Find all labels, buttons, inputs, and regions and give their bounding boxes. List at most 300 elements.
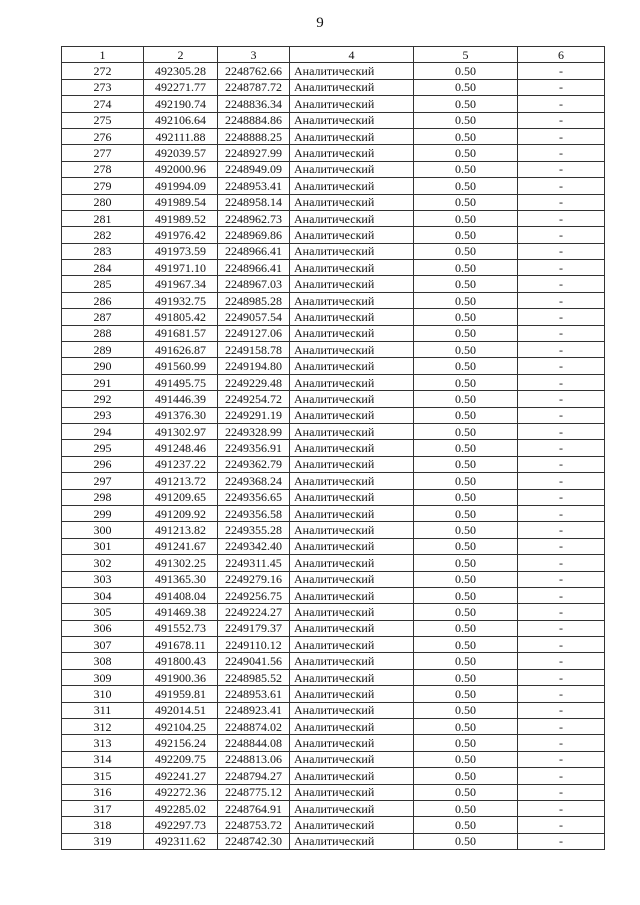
y-coordinate-cell: 2249224.27 (218, 604, 290, 620)
y-coordinate-cell: 2248967.03 (218, 276, 290, 292)
y-coordinate-cell: 2249041.56 (218, 653, 290, 669)
y-coordinate-cell: 2249057.54 (218, 309, 290, 325)
y-coordinate-cell: 2248958.14 (218, 194, 290, 210)
point-number-cell: 275 (62, 112, 144, 128)
x-coordinate-cell: 491989.52 (144, 210, 218, 226)
method-cell: Аналитический (290, 178, 414, 194)
method-cell: Аналитический (290, 669, 414, 685)
table-row (62, 243, 605, 259)
method-cell: Аналитический (290, 358, 414, 374)
table-row (62, 79, 605, 95)
method-cell: Аналитический (290, 800, 414, 816)
point-number-cell: 306 (62, 620, 144, 636)
accuracy-cell: 0.50 (414, 391, 518, 407)
accuracy-cell: 0.50 (414, 407, 518, 423)
note-cell: - (518, 243, 605, 259)
x-coordinate-cell: 491989.54 (144, 194, 218, 210)
point-number-cell: 289 (62, 342, 144, 358)
y-coordinate-cell: 2248884.86 (218, 112, 290, 128)
point-number-cell: 278 (62, 161, 144, 177)
header-cell-col4: 4 (290, 47, 414, 63)
accuracy-cell: 0.50 (414, 604, 518, 620)
point-number-cell: 283 (62, 243, 144, 259)
y-coordinate-cell: 2248813.06 (218, 751, 290, 767)
point-number-cell: 279 (62, 178, 144, 194)
x-coordinate-cell: 491209.92 (144, 505, 218, 521)
x-coordinate-cell: 492000.96 (144, 161, 218, 177)
y-coordinate-cell: 2249356.58 (218, 505, 290, 521)
accuracy-cell: 0.50 (414, 456, 518, 472)
note-cell: - (518, 833, 605, 849)
accuracy-cell: 0.50 (414, 817, 518, 833)
x-coordinate-cell: 492311.62 (144, 833, 218, 849)
accuracy-cell: 0.50 (414, 669, 518, 685)
table-row (62, 522, 605, 538)
point-number-cell: 309 (62, 669, 144, 685)
method-cell: Аналитический (290, 768, 414, 784)
accuracy-cell: 0.50 (414, 702, 518, 718)
note-cell: - (518, 358, 605, 374)
table-row (62, 555, 605, 571)
y-coordinate-cell: 2248753.72 (218, 817, 290, 833)
x-coordinate-cell: 491241.67 (144, 538, 218, 554)
x-coordinate-cell: 492104.25 (144, 719, 218, 735)
accuracy-cell: 0.50 (414, 637, 518, 653)
method-cell: Аналитический (290, 604, 414, 620)
note-cell: - (518, 637, 605, 653)
table-row (62, 637, 605, 653)
table-row (62, 702, 605, 718)
accuracy-cell: 0.50 (414, 587, 518, 603)
x-coordinate-cell: 491678.11 (144, 637, 218, 653)
point-number-cell: 310 (62, 686, 144, 702)
y-coordinate-cell: 2248888.25 (218, 128, 290, 144)
header-cell-col5: 5 (414, 47, 518, 63)
accuracy-cell: 0.50 (414, 768, 518, 784)
note-cell: - (518, 456, 605, 472)
accuracy-cell: 0.50 (414, 374, 518, 390)
point-number-cell: 273 (62, 79, 144, 95)
table-row (62, 571, 605, 587)
method-cell: Аналитический (290, 637, 414, 653)
y-coordinate-cell: 2248762.66 (218, 63, 290, 79)
accuracy-cell: 0.50 (414, 653, 518, 669)
table-row (62, 309, 605, 325)
note-cell: - (518, 423, 605, 439)
method-cell: Аналитический (290, 423, 414, 439)
method-cell: Аналитический (290, 161, 414, 177)
point-number-cell: 302 (62, 555, 144, 571)
header-cell-col2: 2 (144, 47, 218, 63)
x-coordinate-cell: 492297.73 (144, 817, 218, 833)
method-cell: Аналитический (290, 128, 414, 144)
method-cell: Аналитический (290, 227, 414, 243)
accuracy-cell: 0.50 (414, 735, 518, 751)
header-cell-col1: 1 (62, 47, 144, 63)
y-coordinate-cell: 2249158.78 (218, 342, 290, 358)
method-cell: Аналитический (290, 309, 414, 325)
x-coordinate-cell: 492285.02 (144, 800, 218, 816)
method-cell: Аналитический (290, 374, 414, 390)
accuracy-cell: 0.50 (414, 194, 518, 210)
accuracy-cell: 0.50 (414, 800, 518, 816)
x-coordinate-cell: 491209.65 (144, 489, 218, 505)
note-cell: - (518, 735, 605, 751)
y-coordinate-cell: 2249179.37 (218, 620, 290, 636)
note-cell: - (518, 161, 605, 177)
note-cell: - (518, 768, 605, 784)
y-coordinate-cell: 2249229.48 (218, 374, 290, 390)
note-cell: - (518, 686, 605, 702)
note-cell: - (518, 292, 605, 308)
accuracy-cell: 0.50 (414, 161, 518, 177)
note-cell: - (518, 391, 605, 407)
y-coordinate-cell: 2249194.80 (218, 358, 290, 374)
y-coordinate-cell: 2249110.12 (218, 637, 290, 653)
accuracy-cell: 0.50 (414, 571, 518, 587)
note-cell: - (518, 440, 605, 456)
x-coordinate-cell: 491213.82 (144, 522, 218, 538)
x-coordinate-cell: 491626.87 (144, 342, 218, 358)
x-coordinate-cell: 491376.30 (144, 407, 218, 423)
x-coordinate-cell: 491900.36 (144, 669, 218, 685)
accuracy-cell: 0.50 (414, 243, 518, 259)
point-number-cell: 307 (62, 637, 144, 653)
note-cell: - (518, 784, 605, 800)
note-cell: - (518, 571, 605, 587)
table-row (62, 440, 605, 456)
method-cell: Аналитический (290, 817, 414, 833)
x-coordinate-cell: 492305.28 (144, 63, 218, 79)
header-cell-col6: 6 (518, 47, 605, 63)
method-cell: Аналитический (290, 407, 414, 423)
table-row (62, 96, 605, 112)
method-cell: Аналитический (290, 112, 414, 128)
accuracy-cell: 0.50 (414, 128, 518, 144)
accuracy-cell: 0.50 (414, 833, 518, 849)
table-row (62, 112, 605, 128)
y-coordinate-cell: 2248953.61 (218, 686, 290, 702)
table-row (62, 473, 605, 489)
x-coordinate-cell: 491213.72 (144, 473, 218, 489)
method-cell: Аналитический (290, 620, 414, 636)
note-cell: - (518, 719, 605, 735)
y-coordinate-cell: 2249342.40 (218, 538, 290, 554)
point-number-cell: 314 (62, 751, 144, 767)
method-cell: Аналитический (290, 686, 414, 702)
y-coordinate-cell: 2248794.27 (218, 768, 290, 784)
coordinates-table (61, 46, 605, 850)
point-number-cell: 308 (62, 653, 144, 669)
accuracy-cell: 0.50 (414, 112, 518, 128)
table-row (62, 768, 605, 784)
y-coordinate-cell: 2249355.28 (218, 522, 290, 538)
table-row (62, 342, 605, 358)
accuracy-cell: 0.50 (414, 292, 518, 308)
method-cell: Аналитический (290, 833, 414, 849)
method-cell: Аналитический (290, 276, 414, 292)
point-number-cell: 290 (62, 358, 144, 374)
point-number-cell: 295 (62, 440, 144, 456)
method-cell: Аналитический (290, 751, 414, 767)
point-number-cell: 286 (62, 292, 144, 308)
note-cell: - (518, 669, 605, 685)
table-row (62, 145, 605, 161)
x-coordinate-cell: 492271.77 (144, 79, 218, 95)
accuracy-cell: 0.50 (414, 522, 518, 538)
method-cell: Аналитический (290, 342, 414, 358)
y-coordinate-cell: 2249356.91 (218, 440, 290, 456)
point-number-cell: 299 (62, 505, 144, 521)
accuracy-cell: 0.50 (414, 719, 518, 735)
table-body (62, 63, 605, 850)
note-cell: - (518, 309, 605, 325)
x-coordinate-cell: 492272.36 (144, 784, 218, 800)
accuracy-cell: 0.50 (414, 276, 518, 292)
method-cell: Аналитический (290, 440, 414, 456)
x-coordinate-cell: 492106.64 (144, 112, 218, 128)
point-number-cell: 282 (62, 227, 144, 243)
note-cell: - (518, 194, 605, 210)
y-coordinate-cell: 2248962.73 (218, 210, 290, 226)
x-coordinate-cell: 492241.27 (144, 768, 218, 784)
table-row (62, 292, 605, 308)
x-coordinate-cell: 491495.75 (144, 374, 218, 390)
point-number-cell: 294 (62, 423, 144, 439)
table-row (62, 620, 605, 636)
note-cell: - (518, 128, 605, 144)
accuracy-cell: 0.50 (414, 620, 518, 636)
method-cell: Аналитический (290, 391, 414, 407)
x-coordinate-cell: 491446.39 (144, 391, 218, 407)
y-coordinate-cell: 2248927.99 (218, 145, 290, 161)
note-cell: - (518, 555, 605, 571)
method-cell: Аналитический (290, 653, 414, 669)
y-coordinate-cell: 2249368.24 (218, 473, 290, 489)
method-cell: Аналитический (290, 587, 414, 603)
table-header-row (62, 47, 605, 63)
x-coordinate-cell: 491800.43 (144, 653, 218, 669)
table-row (62, 276, 605, 292)
accuracy-cell: 0.50 (414, 505, 518, 521)
x-coordinate-cell: 491552.73 (144, 620, 218, 636)
method-cell: Аналитический (290, 292, 414, 308)
point-number-cell: 276 (62, 128, 144, 144)
y-coordinate-cell: 2248874.02 (218, 719, 290, 735)
y-coordinate-cell: 2248969.86 (218, 227, 290, 243)
table-row (62, 178, 605, 194)
point-number-cell: 297 (62, 473, 144, 489)
point-number-cell: 319 (62, 833, 144, 849)
point-number-cell: 280 (62, 194, 144, 210)
note-cell: - (518, 653, 605, 669)
header-cell-col3: 3 (218, 47, 290, 63)
note-cell: - (518, 325, 605, 341)
table-row (62, 653, 605, 669)
accuracy-cell: 0.50 (414, 686, 518, 702)
accuracy-cell: 0.50 (414, 555, 518, 571)
x-coordinate-cell: 492111.88 (144, 128, 218, 144)
x-coordinate-cell: 491971.10 (144, 260, 218, 276)
table-row (62, 63, 605, 79)
y-coordinate-cell: 2249127.06 (218, 325, 290, 341)
note-cell: - (518, 522, 605, 538)
point-number-cell: 281 (62, 210, 144, 226)
accuracy-cell: 0.50 (414, 751, 518, 767)
point-number-cell: 288 (62, 325, 144, 341)
note-cell: - (518, 145, 605, 161)
method-cell: Аналитический (290, 210, 414, 226)
point-number-cell: 293 (62, 407, 144, 423)
point-number-cell: 284 (62, 260, 144, 276)
accuracy-cell: 0.50 (414, 440, 518, 456)
method-cell: Аналитический (290, 473, 414, 489)
method-cell: Аналитический (290, 145, 414, 161)
x-coordinate-cell: 491681.57 (144, 325, 218, 341)
note-cell: - (518, 227, 605, 243)
table-row (62, 374, 605, 390)
method-cell: Аналитический (290, 63, 414, 79)
y-coordinate-cell: 2248949.09 (218, 161, 290, 177)
x-coordinate-cell: 491805.42 (144, 309, 218, 325)
method-cell: Аналитический (290, 243, 414, 259)
accuracy-cell: 0.50 (414, 342, 518, 358)
table-row (62, 784, 605, 800)
table-row (62, 587, 605, 603)
accuracy-cell: 0.50 (414, 538, 518, 554)
point-number-cell: 292 (62, 391, 144, 407)
x-coordinate-cell: 491302.97 (144, 423, 218, 439)
table-row (62, 800, 605, 816)
y-coordinate-cell: 2249256.75 (218, 587, 290, 603)
note-cell: - (518, 342, 605, 358)
table-row (62, 358, 605, 374)
note-cell: - (518, 260, 605, 276)
point-number-cell: 277 (62, 145, 144, 161)
point-number-cell: 317 (62, 800, 144, 816)
accuracy-cell: 0.50 (414, 96, 518, 112)
x-coordinate-cell: 491973.59 (144, 243, 218, 259)
point-number-cell: 313 (62, 735, 144, 751)
method-cell: Аналитический (290, 522, 414, 538)
accuracy-cell: 0.50 (414, 309, 518, 325)
y-coordinate-cell: 2249279.16 (218, 571, 290, 587)
table-row (62, 538, 605, 554)
note-cell: - (518, 276, 605, 292)
y-coordinate-cell: 2248742.30 (218, 833, 290, 849)
table-row (62, 735, 605, 751)
y-coordinate-cell: 2249362.79 (218, 456, 290, 472)
accuracy-cell: 0.50 (414, 325, 518, 341)
table-row (62, 505, 605, 521)
y-coordinate-cell: 2248985.52 (218, 669, 290, 685)
table-row (62, 161, 605, 177)
note-cell: - (518, 489, 605, 505)
accuracy-cell: 0.50 (414, 145, 518, 161)
method-cell: Аналитический (290, 260, 414, 276)
accuracy-cell: 0.50 (414, 489, 518, 505)
table-row (62, 407, 605, 423)
x-coordinate-cell: 492039.57 (144, 145, 218, 161)
method-cell: Аналитический (290, 194, 414, 210)
accuracy-cell: 0.50 (414, 227, 518, 243)
y-coordinate-cell: 2248966.41 (218, 243, 290, 259)
point-number-cell: 303 (62, 571, 144, 587)
method-cell: Аналитический (290, 735, 414, 751)
point-number-cell: 312 (62, 719, 144, 735)
accuracy-cell: 0.50 (414, 210, 518, 226)
note-cell: - (518, 751, 605, 767)
y-coordinate-cell: 2248787.72 (218, 79, 290, 95)
note-cell: - (518, 473, 605, 489)
table-row (62, 456, 605, 472)
x-coordinate-cell: 491469.38 (144, 604, 218, 620)
page-number: 9 (316, 15, 324, 31)
point-number-cell: 315 (62, 768, 144, 784)
table-row (62, 227, 605, 243)
table-row (62, 833, 605, 849)
table-row (62, 128, 605, 144)
point-number-cell: 301 (62, 538, 144, 554)
accuracy-cell: 0.50 (414, 260, 518, 276)
y-coordinate-cell: 2248953.41 (218, 178, 290, 194)
y-coordinate-cell: 2248836.34 (218, 96, 290, 112)
accuracy-cell: 0.50 (414, 784, 518, 800)
point-number-cell: 272 (62, 63, 144, 79)
method-cell: Аналитический (290, 538, 414, 554)
x-coordinate-cell: 492209.75 (144, 751, 218, 767)
y-coordinate-cell: 2248764.91 (218, 800, 290, 816)
method-cell: Аналитический (290, 719, 414, 735)
table-row (62, 719, 605, 735)
method-cell: Аналитический (290, 571, 414, 587)
y-coordinate-cell: 2249291.19 (218, 407, 290, 423)
accuracy-cell: 0.50 (414, 423, 518, 439)
x-coordinate-cell: 491237.22 (144, 456, 218, 472)
x-coordinate-cell: 492014.51 (144, 702, 218, 718)
note-cell: - (518, 178, 605, 194)
method-cell: Аналитический (290, 505, 414, 521)
x-coordinate-cell: 491408.04 (144, 587, 218, 603)
point-number-cell: 274 (62, 96, 144, 112)
method-cell: Аналитический (290, 784, 414, 800)
note-cell: - (518, 79, 605, 95)
method-cell: Аналитический (290, 79, 414, 95)
point-number-cell: 285 (62, 276, 144, 292)
y-coordinate-cell: 2249254.72 (218, 391, 290, 407)
x-coordinate-cell: 491560.99 (144, 358, 218, 374)
accuracy-cell: 0.50 (414, 63, 518, 79)
note-cell: - (518, 587, 605, 603)
x-coordinate-cell: 491959.81 (144, 686, 218, 702)
point-number-cell: 300 (62, 522, 144, 538)
note-cell: - (518, 604, 605, 620)
method-cell: Аналитический (290, 555, 414, 571)
x-coordinate-cell: 491365.30 (144, 571, 218, 587)
method-cell: Аналитический (290, 456, 414, 472)
point-number-cell: 316 (62, 784, 144, 800)
table-row (62, 194, 605, 210)
y-coordinate-cell: 2248844.08 (218, 735, 290, 751)
table-row (62, 423, 605, 439)
table-row (62, 669, 605, 685)
table-row (62, 817, 605, 833)
x-coordinate-cell: 491976.42 (144, 227, 218, 243)
point-number-cell: 298 (62, 489, 144, 505)
table-row (62, 751, 605, 767)
x-coordinate-cell: 492190.74 (144, 96, 218, 112)
x-coordinate-cell: 491248.46 (144, 440, 218, 456)
